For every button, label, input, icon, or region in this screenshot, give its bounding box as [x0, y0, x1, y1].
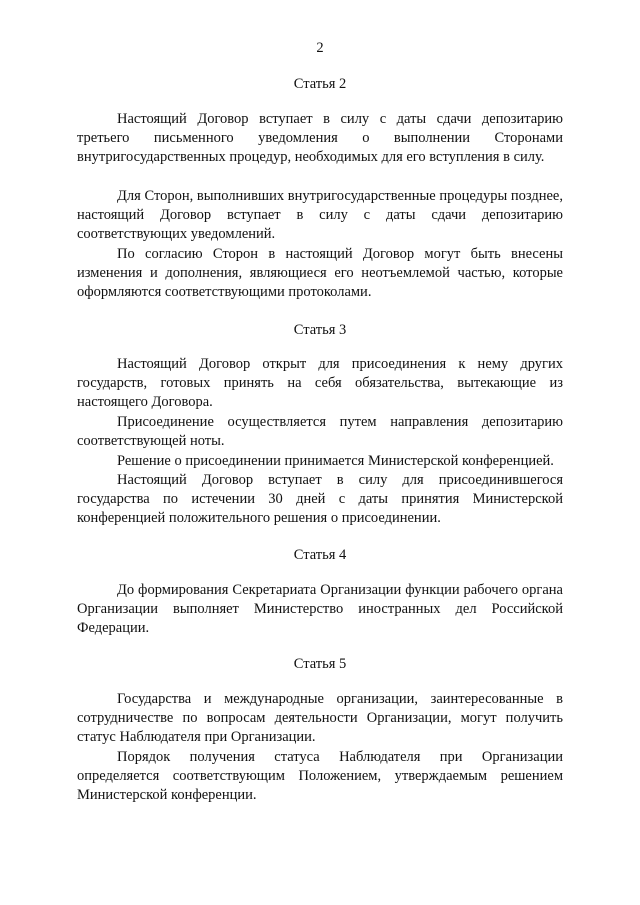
article-2-paragraph-3: По согласию Сторон в настоящий Договор могут быть внесены изменения и дополнения, являющиеся его неотъемлемой частью, которые оформляются соответствующими протоколами. [77, 246, 563, 301]
article-5-paragraph-1: Государства и международные организации, заинтересованные в сотрудничестве по вопросам деятельности Организации, могут получить статус Наблюдателя при Организации. [77, 691, 563, 746]
article-3-heading: Статья 3 [293, 322, 347, 338]
article-5-paragraph-2: Порядок получения статуса Наблюдателя при Организации определяется соответствующим Положением, утверждаемым решением Министерской конференции. [77, 749, 563, 804]
article-4-heading: Статья 4 [293, 547, 347, 563]
article-4-paragraph-1: До формирования Секретариата Организации функции рабочего органа Организации выполняет Министерство иностранных дел Российской Федерации. [77, 582, 563, 637]
article-2-paragraph-2: Для Сторон, выполнивших внутригосударственные процедуры позднее, настоящий Договор вступает в силу с даты сдачи депозитарию соответствующих уведомлений. [77, 188, 563, 243]
article-3-paragraph-4: Настоящий Договор вступает в силу для присоединившегося государства по истечении 30 дней с даты принятия Министерской конференцией положительного решения о присоединении. [77, 472, 563, 527]
article-3-paragraph-3: Решение о присоединении принимается Министерской конференцией. [117, 453, 554, 469]
article-3-paragraph-1: Настоящий Договор открыт для присоединения к нему других государств, готовых принять на себя обязательства, вытекающие из настоящего Договора. [77, 356, 563, 411]
article-5-heading: Статья 5 [293, 656, 347, 672]
article-3-paragraph-2: Присоединение осуществляется путем направления депозитарию соответствующей ноты. [77, 414, 563, 450]
article-2-heading: Статья 2 [293, 76, 347, 92]
article-2-paragraph-1: Настоящий Договор вступает в силу с даты сдачи депозитарию третьего письменного уведомления о выполнении Сторонами внутригосударственных процедур, необходимых для его вступления в силу. [77, 111, 563, 166]
page-number: 2 [316, 40, 324, 56]
